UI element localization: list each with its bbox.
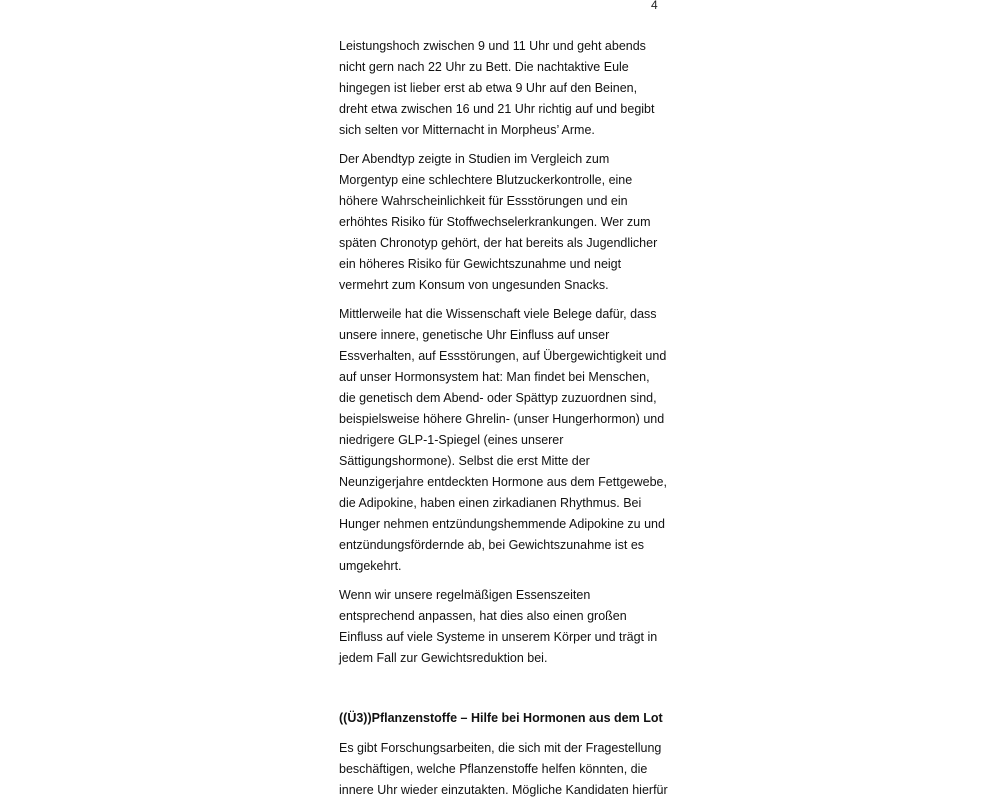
section-heading: ((Ü3))Pflanzenstoffe – Hilfe bei Hormonen aus dem Lot xyxy=(339,711,663,725)
text-line: hingegen ist lieber erst ab etwa 9 Uhr auf den Beinen, xyxy=(339,81,638,95)
text-line: Wenn wir unsere regelmäßigen Essenszeiten xyxy=(339,588,591,602)
text-line: höhere Wahrscheinlichkeit für Essstörungen und ein xyxy=(339,194,628,208)
text-line: Einfluss auf viele Systeme in unserem Körper und trägt in xyxy=(339,630,658,644)
text-line: Mittlerweile hat die Wissenschaft viele Belege dafür, dass xyxy=(339,307,657,321)
text-line: innere Uhr wieder einzutakten. Mögliche Kandidaten hierfür xyxy=(339,783,668,797)
text-line: nicht gern nach 22 Uhr zu Bett. Die nachtaktive Eule xyxy=(339,60,629,74)
text-line: vermehrt zum Konsum von ungesunden Snacks. xyxy=(339,278,609,292)
text-line: ein höheres Risiko für Gewichtszunahme und neigt xyxy=(339,257,622,271)
text-line: Der Abendtyp zeigte in Studien im Vergleich zum xyxy=(339,152,610,166)
text-line: Morgentyp eine schlechtere Blutzuckerkontrolle, eine xyxy=(339,173,633,187)
text-line: Es gibt Forschungsarbeiten, die sich mit der Fragestellung xyxy=(339,741,662,755)
text-line: die Adipokine, haben einen zirkadianen Rhythmus. Bei xyxy=(339,496,642,510)
paragraph-1 xyxy=(339,36,669,141)
text-line: Sättigungshormone). Selbst die erst Mitte der xyxy=(339,454,590,468)
text-line: die genetisch dem Abend- oder Spättyp zuzuordnen sind, xyxy=(339,391,657,405)
text-line: beispielsweise höhere Ghrelin- (unser Hungerhormon) und xyxy=(339,412,665,426)
text-line: entsprechend anpassen, hat dies also einen großen xyxy=(339,609,627,623)
text-line: beschäftigen, welche Pflanzenstoffe helfen könnten, die xyxy=(339,762,648,776)
text-line: umgekehrt. xyxy=(339,559,402,573)
text-line: Hunger nehmen entzündungshemmende Adipokine zu und xyxy=(339,517,665,531)
text-line: niedrigere GLP-1-Spiegel (eines unserer xyxy=(339,433,564,447)
text-line: unsere innere, genetische Uhr Einfluss auf unser xyxy=(339,328,610,342)
text-line: auf unser Hormonsystem hat: Man findet bei Menschen, xyxy=(339,370,650,384)
text-line: Neunzigerjahre entdeckten Hormone aus dem Fettgewebe, xyxy=(339,475,667,489)
paragraph-3 xyxy=(339,304,669,577)
text-line: erhöhtes Risiko für Stoffwechselerkrankungen. Wer zum xyxy=(339,215,651,229)
text-line: sich selten vor Mitternacht in Morpheus’ Arme. xyxy=(339,123,595,137)
text-line: späten Chronotyp gehört, der hat bereits als Jugendlicher xyxy=(339,236,658,250)
text-line: Leistungshoch zwischen 9 und 11 Uhr und geht abends xyxy=(339,39,646,53)
text-column xyxy=(339,36,669,800)
text-line: jedem Fall zur Gewichtsreduktion bei. xyxy=(339,651,548,665)
paragraph-2 xyxy=(339,149,669,296)
text-line: dreht etwa zwischen 16 und 21 Uhr richtig auf und begibt xyxy=(339,102,655,116)
paragraph-5 xyxy=(339,738,669,800)
page-number: 4 xyxy=(651,0,658,12)
text-line: Essverhalten, auf Essstörungen, auf Übergewichtigkeit und xyxy=(339,349,667,363)
paragraph-4 xyxy=(339,585,669,669)
text-line: entzündungsfördernde ab, bei Gewichtszunahme ist es xyxy=(339,538,645,552)
